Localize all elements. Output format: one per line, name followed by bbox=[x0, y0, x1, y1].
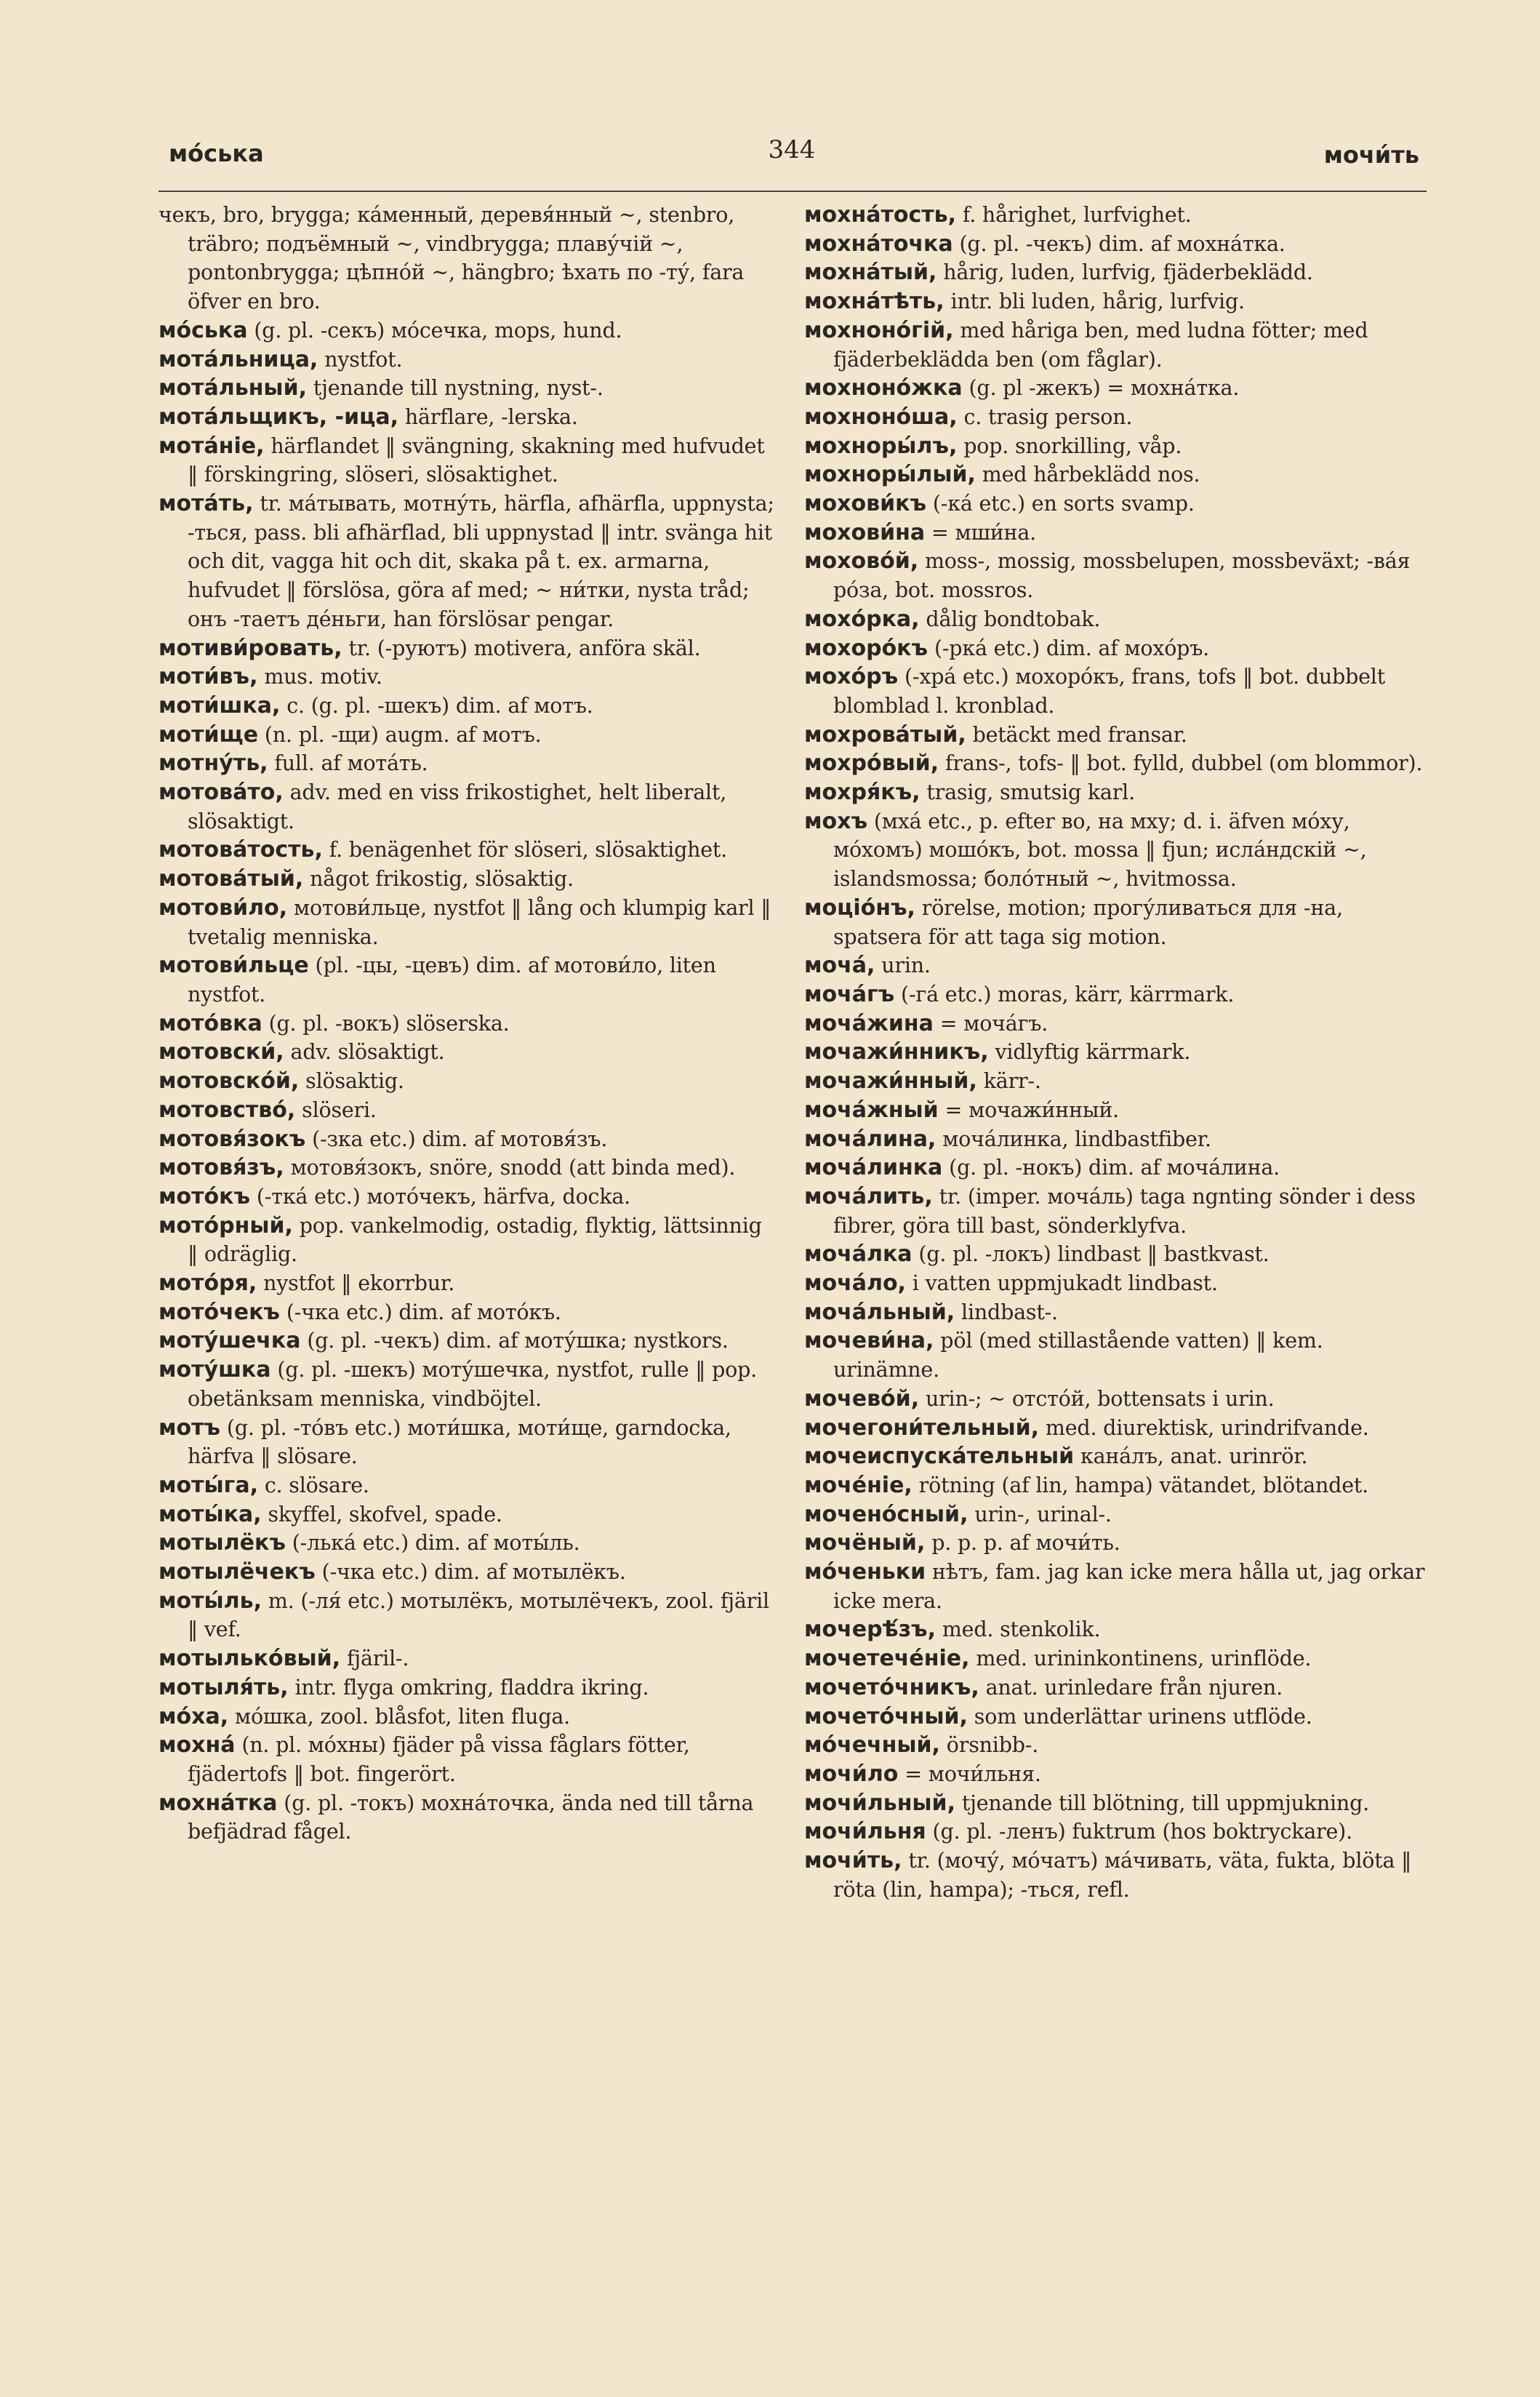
entry-headword: мохна́ bbox=[159, 1732, 236, 1758]
dictionary-entry bbox=[159, 663, 778, 692]
entry-headword: мочёный, bbox=[804, 1530, 926, 1556]
dictionary-entry bbox=[804, 1240, 1427, 1269]
entry-headword: мо́ченьки bbox=[804, 1559, 926, 1585]
entry-definition: (n. pl. мо́хны) fjäder på vissa fåglars fötter, fjädertofs ‖ bot. fingerört. bbox=[188, 1733, 690, 1786]
entry-headword: мотылько́вый, bbox=[159, 1646, 341, 1672]
entry-headword: мохна́тка bbox=[159, 1790, 278, 1816]
entry-headword: мочи́ло bbox=[804, 1761, 899, 1787]
entry-definition: slöseri. bbox=[295, 1097, 377, 1122]
dictionary-entry bbox=[159, 1326, 778, 1356]
entry-definition: urin. bbox=[875, 953, 931, 978]
dictionary-entry bbox=[804, 1096, 1427, 1125]
entry-definition: f. hårighet, lurfvighet. bbox=[956, 203, 1192, 227]
dictionary-entry bbox=[804, 1644, 1427, 1673]
entry-headword: мото́къ bbox=[159, 1183, 251, 1209]
entry-definition: (g. pl. -чекъ) dim. af моту́шка; nystkors. bbox=[300, 1329, 729, 1353]
dictionary-entry bbox=[159, 749, 778, 778]
entry-headword: мохноно́жка bbox=[804, 375, 963, 401]
dictionary-entry bbox=[159, 778, 778, 836]
entry-headword: мото́ря, bbox=[159, 1270, 257, 1297]
dictionary-entry bbox=[804, 1500, 1427, 1529]
entry-definition: (g. pl. -чекъ) dim. af мохна́тка. bbox=[953, 231, 1286, 256]
dictionary-entry bbox=[804, 1731, 1427, 1760]
entry-definition: i vatten uppmjukadt lindbast. bbox=[905, 1271, 1218, 1296]
entry-headword: мото́вка bbox=[159, 1010, 262, 1036]
entry-headword: моча́гъ bbox=[804, 981, 895, 1007]
dictionary-entry bbox=[804, 1673, 1427, 1702]
entry-headword: мохо́рка, bbox=[804, 606, 920, 632]
entry-headword: моча́льный, bbox=[804, 1299, 955, 1325]
entry-definition: tjenande till blötning, till uppmjukning. bbox=[955, 1790, 1369, 1815]
entry-headword: мота́ть, bbox=[159, 491, 254, 517]
entry-definition: (-рка́ etc.) dim. af мохо́ръ. bbox=[928, 636, 1210, 660]
entry-headword: мотылёчекъ bbox=[159, 1559, 316, 1585]
entry-definition: мотови́льце, nystfot ‖ lång och klumpig karl ‖ tvetalig menniska. bbox=[188, 895, 771, 949]
dictionary-entry bbox=[804, 721, 1427, 750]
dictionary-entry bbox=[804, 460, 1427, 489]
entry-headword: моту́шка bbox=[159, 1357, 271, 1383]
entry-definition: кана́лъ, anat. urinrör. bbox=[1074, 1444, 1308, 1469]
dictionary-entry bbox=[804, 1760, 1427, 1789]
dictionary-entry bbox=[804, 1067, 1427, 1096]
dictionary-entry bbox=[804, 547, 1427, 604]
entry-headword: моче́ніе, bbox=[804, 1472, 913, 1498]
entry-definition: (g. pl. -ленъ) fuktrum (hos boktryckare). bbox=[926, 1820, 1352, 1844]
entry-definition: intr. bli luden, hårig, lurfvig. bbox=[944, 289, 1245, 314]
entry-headword: мотова́тый, bbox=[159, 866, 304, 892]
entry-headword: мохрова́тый, bbox=[804, 721, 966, 748]
dictionary-entry bbox=[804, 1183, 1427, 1240]
dictionary-entry bbox=[159, 721, 778, 750]
entry-headword: моты́га, bbox=[159, 1472, 258, 1498]
entry-definition: med. urininkontinens, urinflöde. bbox=[969, 1646, 1312, 1671]
entry-definition: (n. pl. -щи) augm. af мотъ. bbox=[258, 722, 542, 747]
entry-definition: intr. flyga omkring, fladdra ikring. bbox=[288, 1675, 649, 1700]
entry-definition: med hårbeklädd nos. bbox=[975, 463, 1200, 487]
entry-headword: мотну́ть, bbox=[159, 751, 268, 777]
dictionary-entry bbox=[804, 1298, 1427, 1327]
entry-definition: moss-, mossig, mossbelupen, mossbeväxt; -ва́я ро́за, bot. mossros. bbox=[833, 549, 1411, 603]
entry-headword: мочажи́нникъ, bbox=[804, 1039, 989, 1065]
entry-headword: мочено́сный, bbox=[804, 1501, 968, 1527]
entry-definition: (g. pl. -нокъ) dim. af моча́лина. bbox=[942, 1156, 1280, 1180]
entry-headword: мохна́точка bbox=[804, 231, 953, 257]
entry-definition: (pl. -цы, -цевъ) dim. af мотови́ло, liten nystfot. bbox=[188, 953, 716, 1007]
entry-headword: мочево́й, bbox=[804, 1385, 920, 1412]
entry-definition: (-чка etc.) dim. af мотылёкъ. bbox=[315, 1560, 626, 1585]
entry-definition: anat. urinledare från njuren. bbox=[979, 1675, 1283, 1700]
dictionary-entry bbox=[804, 634, 1427, 663]
dictionary-entry bbox=[159, 894, 778, 951]
dictionary-entry bbox=[159, 1212, 778, 1269]
entry-headword: мочетече́ніе, bbox=[804, 1646, 970, 1672]
entry-headword: мотова́то, bbox=[159, 780, 284, 806]
dictionary-entry bbox=[804, 1326, 1427, 1384]
dictionary-entry bbox=[804, 287, 1427, 316]
entry-headword: моча́лить, bbox=[804, 1183, 933, 1209]
entry-definition: hårig, luden, lurfvig, fjäderbeklädd. bbox=[937, 260, 1313, 285]
dictionary-entry bbox=[804, 1009, 1427, 1039]
entry-headword: мочето́чный, bbox=[804, 1703, 968, 1729]
entry-definition: örsnibb-. bbox=[939, 1733, 1039, 1758]
entry-headword: моты́ка, bbox=[159, 1501, 262, 1527]
entry-definition: m. (-ля́ etc.) мотылёкъ, мотылёчекъ, zool. fjäril ‖ vef. bbox=[188, 1588, 769, 1642]
entry-headword: мотови́ло, bbox=[159, 895, 288, 921]
entry-headword: мотови́льце bbox=[159, 953, 309, 979]
entry-definition: som underlättar urinens utflöde. bbox=[967, 1704, 1312, 1729]
dictionary-entry bbox=[159, 489, 778, 634]
dictionary-entry bbox=[804, 258, 1427, 287]
dictionary-entry bbox=[804, 951, 1427, 980]
entry-definition: nystfot. bbox=[318, 347, 403, 372]
entry-headword: мо́ська bbox=[159, 317, 248, 343]
entry-headword: мохови́на bbox=[804, 519, 926, 545]
entry-headword: мохна́тѣть, bbox=[804, 289, 945, 315]
dictionary-entry bbox=[804, 605, 1427, 634]
entry-headword: мохоро́къ bbox=[804, 635, 929, 661]
entry-headword: мохро́вый, bbox=[804, 751, 939, 777]
entry-headword: мохна́тый, bbox=[804, 260, 937, 286]
dictionary-entry bbox=[804, 1702, 1427, 1732]
entry-definition: frans-, tofs- ‖ bot. fylld, dubbel (om blommor). bbox=[939, 751, 1423, 776]
entry-headword: мотовя́зокъ bbox=[159, 1126, 306, 1152]
dictionary-entry bbox=[804, 1038, 1427, 1067]
dictionary-entry bbox=[804, 980, 1427, 1009]
dictionary-entry bbox=[159, 836, 778, 865]
entry-definition: (g. pl. -шекъ) моту́шечка, nystfot, rulle ‖ pop. obetänksam menniska, vindböjtel. bbox=[188, 1358, 758, 1411]
entry-definition: c. trasig person. bbox=[957, 404, 1133, 429]
dictionary-entry bbox=[804, 1442, 1427, 1471]
entry-headword: моти́ще bbox=[159, 721, 259, 748]
dictionary-entry bbox=[159, 201, 778, 316]
dictionary-entry bbox=[159, 1500, 778, 1529]
entry-headword: мота́льный, bbox=[159, 375, 307, 401]
entry-definition: (-хра́ etc.) мохоро́къ, frans, tofs ‖ bot. dubbelt blomblad l. kronblad. bbox=[833, 665, 1385, 718]
entry-definition: мо́шка, zool. blåsfot, liten fluga. bbox=[228, 1704, 571, 1729]
entry-definition: tr. (мочу́, мо́чатъ) ма́чивать, väta, fukta, blöta ‖ röta (lin, hampa); -ться, refl. bbox=[833, 1849, 1412, 1902]
entry-definition: betäckt med fransar. bbox=[966, 722, 1187, 747]
dictionary-entry bbox=[804, 1817, 1427, 1846]
dictionary-entry bbox=[159, 1298, 778, 1327]
entry-definition: mus. motiv. bbox=[257, 665, 382, 689]
dictionary-entry bbox=[804, 807, 1427, 894]
entry-definition: tr. (-руютъ) motivera, anföra skäl. bbox=[342, 636, 701, 660]
entry-definition: (-тка́ etc.) мото́чекъ, härfva, docka. bbox=[250, 1184, 631, 1209]
entry-headword: мохна́тость, bbox=[804, 202, 956, 228]
entry-definition: мотовя́зокъ, snöre, snodd (att binda med). bbox=[284, 1156, 736, 1180]
entry-definition: моча́линка, lindbastfiber. bbox=[936, 1127, 1211, 1151]
dictionary-entry bbox=[804, 1385, 1427, 1414]
dictionary-entry bbox=[804, 1471, 1427, 1500]
entry-definition: (-лька́ etc.) dim. af моты́ль. bbox=[285, 1531, 580, 1556]
dictionary-entry bbox=[159, 1789, 778, 1846]
entry-headword: мохо́ръ bbox=[804, 664, 899, 690]
entry-definition: (мха́ etc., p. efter во, на мху; d. i. äfven мо́ху, мо́хомъ) мошо́къ, bot. mossa ‖ fjun; исла́ндскій ~, islandsmossa; боло́тный ~, hvitmossa. bbox=[833, 809, 1367, 892]
entry-headword: моча́, bbox=[804, 953, 875, 979]
entry-headword: мотовство́, bbox=[159, 1097, 296, 1123]
entry-headword: мохноно́гій, bbox=[804, 317, 954, 343]
dictionary-entry bbox=[804, 316, 1427, 374]
page-number: 344 bbox=[768, 135, 816, 164]
entry-definition: c. (g. pl. -шекъ) dim. af мотъ. bbox=[280, 693, 593, 718]
entry-headword: мочи́льный, bbox=[804, 1790, 955, 1816]
entry-headword: мотовя́зъ, bbox=[159, 1155, 284, 1181]
entry-headword: мотовски́, bbox=[159, 1039, 284, 1065]
entry-definition: med. diurektisk, urindrifvande. bbox=[1039, 1415, 1369, 1440]
entry-definition: нѣтъ, fam. jag kan icke mera hålla ut, jag orkar icke mera. bbox=[833, 1560, 1425, 1613]
entry-headword: мочажи́нный, bbox=[804, 1068, 977, 1095]
entry-definition: (-ка́ etc.) en sorts svamp. bbox=[926, 492, 1195, 516]
dictionary-entry bbox=[804, 1153, 1427, 1183]
dictionary-entry bbox=[159, 345, 778, 375]
dictionary-entry bbox=[159, 1702, 778, 1732]
entry-headword: мотиви́ровать, bbox=[159, 635, 342, 661]
entry-headword: мохово́й, bbox=[804, 548, 919, 575]
entry-definition: pöl (med stillastående vatten) ‖ kem. urinämne. bbox=[833, 1329, 1323, 1382]
entry-headword: мочегони́тельный, bbox=[804, 1414, 1040, 1441]
dictionary-entry bbox=[159, 432, 778, 489]
entry-headword: мохови́къ bbox=[804, 491, 927, 517]
entry-headword: мота́льница, bbox=[159, 346, 318, 372]
entry-definition: härflandet ‖ svängning, skakning med hufvudet ‖ förskingring, slöseri, slösaktighet. bbox=[188, 433, 765, 487]
entry-definition: (g. pl. -то́въ etc.) моти́шка, моти́ще, garndocka, härfva ‖ slösare. bbox=[188, 1415, 731, 1469]
entry-definition: kärr-. bbox=[976, 1069, 1041, 1094]
entry-definition: härflare, -lerska. bbox=[398, 404, 578, 429]
entry-headword: мочи́ть, bbox=[804, 1848, 902, 1874]
dictionary-entry bbox=[804, 663, 1427, 720]
entry-headword: мотыля́ть, bbox=[159, 1674, 289, 1700]
dictionary-entry bbox=[159, 1356, 778, 1413]
header-last-word: мочи́ть bbox=[1323, 141, 1419, 169]
entry-definition: något frikostig, slösaktig. bbox=[303, 867, 574, 892]
header-rule bbox=[159, 191, 1427, 192]
entry-definition: pop. snorkilling, våp. bbox=[957, 433, 1182, 458]
entry-definition: adv. slösaktigt. bbox=[284, 1040, 445, 1065]
entry-headword: мочето́чникъ, bbox=[804, 1674, 979, 1700]
dictionary-entry bbox=[159, 1096, 778, 1125]
left-column bbox=[159, 201, 778, 2288]
dictionary-entry bbox=[804, 1269, 1427, 1298]
entry-definition: med håriga ben, med ludna fötter; med fjäderbeklädda ben (om fåglar). bbox=[833, 318, 1368, 372]
dictionary-entry bbox=[804, 1125, 1427, 1154]
dictionary-entry bbox=[804, 374, 1427, 403]
dictionary-entry bbox=[804, 1846, 1427, 1904]
entry-definition: med. stenkolik. bbox=[936, 1617, 1101, 1642]
entry-definition: (g. pl. -токъ) мохна́точка, ända ned till tårna befjädrad fågel. bbox=[188, 1790, 754, 1844]
entry-definition: full. af мота́ть. bbox=[268, 751, 428, 776]
entry-headword: мочеви́на, bbox=[804, 1328, 934, 1354]
entry-headword: мохря́къ, bbox=[804, 780, 921, 806]
entry-definition: p. p. p. af мочи́ть. bbox=[925, 1531, 1120, 1556]
entry-definition: trasig, smutsig karl. bbox=[920, 780, 1135, 805]
entry-headword: мохноры́лый, bbox=[804, 462, 976, 488]
dictionary-entry bbox=[804, 1529, 1427, 1558]
entry-definition: adv. med en viss frikostighet, helt liberalt, slösaktigt. bbox=[188, 780, 727, 833]
entry-headword: мочерѣ́зъ, bbox=[804, 1617, 936, 1643]
dictionary-entry bbox=[804, 749, 1427, 778]
entry-definition: urin-; ~ отсто́й, bottensats i urin. bbox=[919, 1386, 1275, 1411]
entry-definition: rörelse, motion; прогу́ливаться для -на, spatsera för att taga sig motion. bbox=[833, 895, 1343, 949]
entry-definition: slösaktig. bbox=[299, 1069, 404, 1094]
dictionary-entry bbox=[804, 489, 1427, 519]
entry-definition: (g. pl. -вокъ) slöserska. bbox=[262, 1011, 510, 1036]
entry-headword: моти́шка, bbox=[159, 692, 281, 719]
dictionary-entry bbox=[804, 201, 1427, 230]
dictionary-entry bbox=[159, 634, 778, 663]
dictionary-entry bbox=[804, 1789, 1427, 1818]
dictionary-entry bbox=[159, 1414, 778, 1471]
header-first-word: мóська bbox=[169, 140, 264, 167]
entry-headword: мохноры́лъ, bbox=[804, 433, 958, 459]
dictionary-entry bbox=[804, 432, 1427, 461]
dictionary-entry bbox=[804, 230, 1427, 259]
right-column bbox=[804, 201, 1427, 2288]
entry-definition: чекъ, bro, brygga; ка́менный, деревя́нный ~, stenbro, träbro; подъёмный ~, vindbrygga; плаву́чій ~, pontonbrygga; цѣпно́й ~, hängbro; ѣхать по -ту́, fara öfver en bro. bbox=[159, 203, 745, 314]
entry-headword: моча́лина, bbox=[804, 1126, 937, 1152]
dictionary-entry bbox=[159, 1125, 778, 1154]
page-header bbox=[159, 132, 1425, 183]
entry-headword: моціо́нъ, bbox=[804, 895, 915, 921]
dictionary-entry bbox=[159, 692, 778, 721]
entry-headword: мочи́льня bbox=[804, 1819, 926, 1845]
dictionary-entry bbox=[804, 519, 1427, 548]
entry-headword: мохъ bbox=[804, 808, 868, 834]
entry-definition: tr. мáтывать, мотну́ть, härfla, afhärfla, uppnysta; -ться, pass. bli afhärflad, bli uppnystad ‖ intr. svänga hit och dit, vagga hit och dit, skaka på t. ex. armarna, hufvudet ‖ förslösa, göra af med; ~ ни́тки, nysta tråd; онъ -таетъ де́ньги, han förslösar pengar. bbox=[188, 492, 774, 631]
dictionary-entry bbox=[159, 316, 778, 345]
entry-headword: мохноно́ша, bbox=[804, 404, 958, 430]
entry-headword: моту́шечка bbox=[159, 1328, 301, 1354]
dictionary-entry bbox=[159, 951, 778, 1009]
dictionary-entry bbox=[804, 778, 1427, 807]
entry-definition: = мочи́льня. bbox=[898, 1761, 1041, 1786]
entry-definition: (-чка etc.) dim. af мото́къ. bbox=[279, 1300, 561, 1324]
entry-definition: vidlyftig kärrmark. bbox=[988, 1040, 1191, 1065]
entry-definition: rötning (af lin, hampa) vätandet, blötandet. bbox=[912, 1473, 1368, 1497]
dictionary-entry bbox=[159, 1558, 778, 1587]
entry-definition: = мши́на. bbox=[925, 520, 1036, 545]
entry-definition: (g. pl. -секъ) мо́сечка, mops, hund. bbox=[247, 318, 622, 343]
dictionary-entry bbox=[159, 1529, 778, 1558]
entry-definition: urin-, urinal-. bbox=[968, 1502, 1112, 1526]
entry-definition: (-зка etc.) dim. af мотовя́зъ. bbox=[305, 1127, 608, 1151]
entry-headword: мочеиспуска́тельный bbox=[804, 1444, 1075, 1470]
entry-definition: skyffel, skofvel, spade. bbox=[261, 1502, 502, 1526]
entry-headword: моты́ль, bbox=[159, 1588, 262, 1614]
dictionary-entry bbox=[159, 403, 778, 432]
entry-definition: pop. vankelmodig, ostadig, flyktig, lättsinnig ‖ odräglig. bbox=[188, 1213, 762, 1267]
entry-headword: мота́льщикъ, -ица, bbox=[159, 404, 398, 430]
dictionary-entry bbox=[159, 1153, 778, 1183]
entry-headword: мото́чекъ bbox=[159, 1299, 280, 1325]
entry-definition: nystfot ‖ ekorrbur. bbox=[257, 1271, 455, 1296]
entry-definition: = мочажи́нный. bbox=[938, 1097, 1120, 1122]
entry-definition: (g. pl -жекъ) = мохна́тка. bbox=[962, 376, 1240, 401]
entry-headword: мо́ха, bbox=[159, 1703, 229, 1729]
dictionary-entry bbox=[804, 1615, 1427, 1644]
entry-headword: мото́рный, bbox=[159, 1212, 293, 1238]
entry-headword: мотовско́й, bbox=[159, 1068, 300, 1095]
entry-headword: моча́лка bbox=[804, 1241, 913, 1268]
entry-definition: dålig bondtobak. bbox=[919, 607, 1101, 631]
dictionary-entry bbox=[159, 1471, 778, 1500]
entry-definition: (-га́ etc.) moras, kärr, kärrmark. bbox=[894, 982, 1235, 1007]
entry-headword: мота́ніе, bbox=[159, 433, 265, 459]
entry-definition: = моча́гъ. bbox=[933, 1011, 1048, 1036]
entry-headword: мотова́тость, bbox=[159, 837, 323, 863]
entry-definition: fjäril-. bbox=[340, 1646, 409, 1671]
dictionary-entry bbox=[159, 865, 778, 894]
dictionary-entry bbox=[804, 894, 1427, 951]
dictionary-entry bbox=[159, 1644, 778, 1673]
entry-headword: мотылёкъ bbox=[159, 1530, 286, 1556]
dictionary-entry bbox=[159, 1269, 778, 1298]
dictionary-entry bbox=[159, 1731, 778, 1788]
dictionary-entry bbox=[159, 1587, 778, 1644]
dictionary-entry bbox=[804, 1414, 1427, 1443]
entry-headword: мо́чечный, bbox=[804, 1732, 940, 1758]
entry-headword: моча́линка bbox=[804, 1155, 943, 1181]
dictionary-entry bbox=[159, 1183, 778, 1212]
entry-definition: (g. pl. -локъ) lindbast ‖ bastkvast. bbox=[912, 1242, 1270, 1267]
entry-definition: f. benägenhet för slöseri, slösaktighet. bbox=[322, 838, 728, 863]
dictionary-entry bbox=[804, 403, 1427, 432]
entry-definition: tr. (imper. моча́ль) taga ngnting sönder i dess fibrer, göra till bast, sönderklyfva. bbox=[833, 1184, 1416, 1238]
entry-headword: моча́жный bbox=[804, 1097, 939, 1123]
dictionary-entry bbox=[804, 1558, 1427, 1615]
dictionary-entry bbox=[159, 1673, 778, 1702]
entry-headword: моти́въ, bbox=[159, 664, 258, 690]
entry-headword: моча́ло, bbox=[804, 1270, 906, 1297]
dictionary-entry bbox=[159, 1067, 778, 1096]
entry-definition: c. slösare. bbox=[257, 1473, 369, 1497]
dictionary-entry bbox=[159, 1009, 778, 1039]
dictionary-entry bbox=[159, 374, 778, 403]
entry-definition: tjenande till nystning, nyst-. bbox=[306, 376, 603, 401]
entry-headword: мотъ bbox=[159, 1414, 221, 1441]
entry-headword: моча́жина bbox=[804, 1010, 934, 1036]
entry-definition: lindbast-. bbox=[955, 1300, 1058, 1324]
dictionary-entry bbox=[159, 1038, 778, 1067]
